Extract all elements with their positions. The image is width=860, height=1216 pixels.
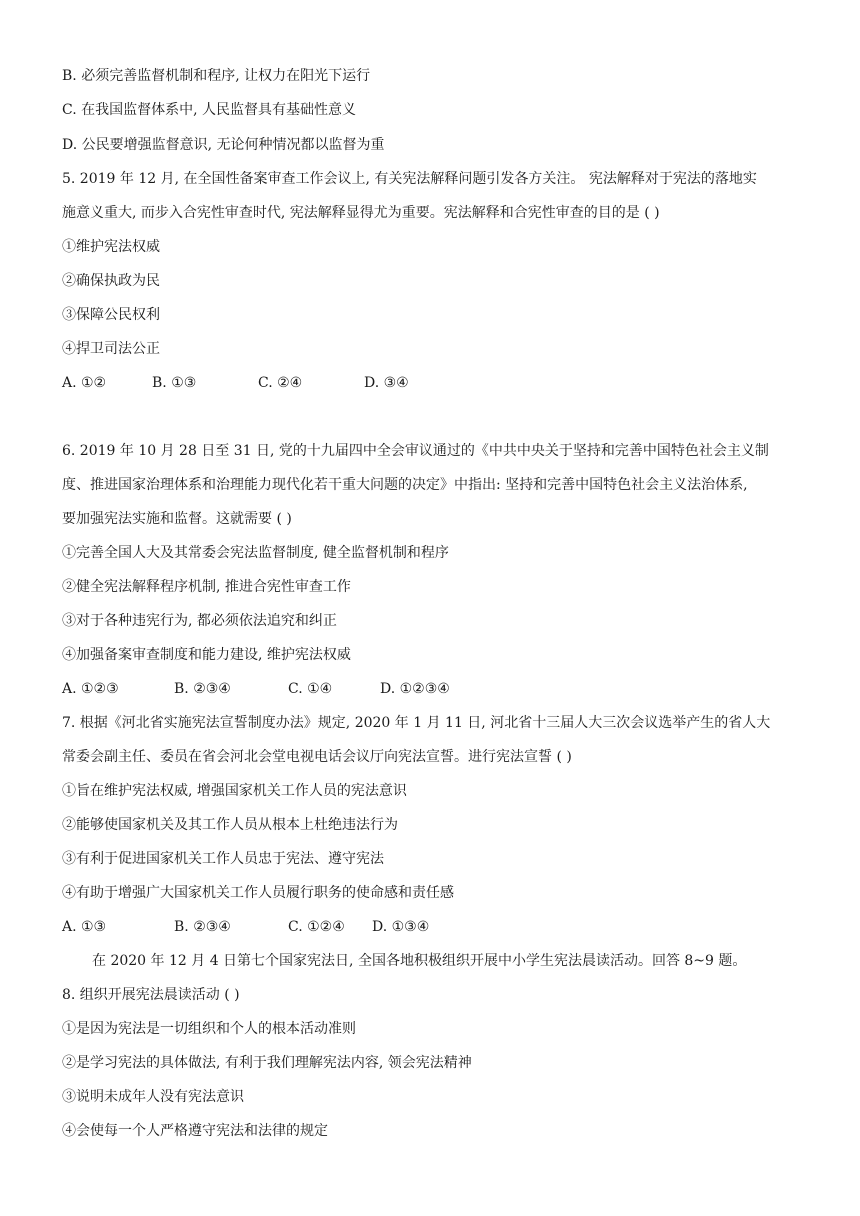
q7-item-3: ③有利于促进国家机关工作人员忠于宪法、遵守宪法	[62, 851, 384, 867]
q7-option-c: C. ①②④	[288, 919, 345, 935]
q5-option-b: B. ①③	[152, 375, 197, 391]
q7-item-4: ④有助于增强广大国家机关工作人员履行职务的使命感和责任感	[62, 885, 454, 901]
q7-stem-line1: 7. 根据《河北省实施宪法宣誓制度办法》规定, 2020 年 1 月 11 日, 河北省十三届人大三次会议选举产生的省人大	[62, 715, 771, 731]
q6-option-c: C. ①④	[288, 681, 333, 697]
q6-item-4: ④加强备案审查制度和能力建设, 维护宪法权威	[62, 647, 351, 663]
q5-item-4: ④捍卫司法公正	[62, 341, 160, 357]
q5-option-c: C. ②④	[258, 375, 303, 391]
q5-stem-line2: 施意义重大, 而步入合宪性审查时代, 宪法解释显得尤为重要。宪法解释和合宪性审查的目的是 ( )	[62, 205, 660, 221]
q5-item-2: ②确保执政为民	[62, 273, 160, 289]
q4-option-d: D. 公民要增强监督意识, 无论何种情况都以监督为重	[62, 137, 385, 153]
q6-stem-line1: 6. 2019 年 10 月 28 日至 31 日, 党的十九届四中全会审议通过的《中共中央关于坚持和完善中国特色社会主义制	[62, 443, 769, 459]
q7-item-1: ①旨在维护宪法权威, 增强国家机关工作人员的宪法意识	[62, 783, 407, 799]
q7-option-a: A. ①③	[62, 919, 107, 935]
q6-stem-line3: 要加强宪法实施和监督。这就需要 ( )	[62, 511, 292, 527]
q5-option-a: A. ①②	[62, 375, 107, 391]
q6-item-3: ③对于各种违宪行为, 都必须依法追究和纠正	[62, 613, 337, 629]
q8-item-2: ②是学习宪法的具体做法, 有利于我们理解宪法内容, 领会宪法精神	[62, 1055, 472, 1071]
q7-option-d: D. ①③④	[372, 919, 430, 935]
q8-item-1: ①是因为宪法是一切组织和个人的根本活动准则	[62, 1021, 356, 1037]
q4-option-c: C. 在我国监督体系中, 人民监督具有基础性意义	[62, 102, 357, 118]
q8-item-4: ④会使每一个人严格遵守宪法和法律的规定	[62, 1123, 328, 1139]
q6-item-1: ①完善全国人大及其常委会宪法监督制度, 健全监督机制和程序	[62, 545, 449, 561]
q6-option-d: D. ①②③④	[380, 681, 450, 697]
q5-option-d: D. ③④	[364, 375, 409, 391]
q6-item-2: ②健全宪法解释程序机制, 推进合宪性审查工作	[62, 579, 351, 595]
q6-option-b: B. ②③④	[174, 681, 231, 697]
q7-item-2: ②能够使国家机关及其工作人员从根本上杜绝违法行为	[62, 817, 398, 833]
q5-item-3: ③保障公民权利	[62, 307, 160, 323]
q7-stem-line2: 常委会副主任、委员在省会河北会堂电视电话会议厅向宪法宣誓。进行宪法宣誓 ( )	[62, 749, 572, 765]
q4-option-b: B. 必须完善监督机制和程序, 让权力在阳光下运行	[62, 68, 371, 84]
q5-stem-line1: 5. 2019 年 12 月, 在全国性备案审查工作会议上, 有关宪法解释问题引发各方关注。 宪法解释对于宪法的落地实	[62, 171, 757, 187]
q8-9-intro: 在 2020 年 12 月 4 日第七个国家宪法日, 全国各地积极组织开展中小学生宪法晨读活动。回答 8~9 题。	[92, 953, 747, 969]
q5-item-1: ①维护宪法权威	[62, 239, 160, 255]
q6-stem-line2: 度、推进国家治理体系和治理能力现代化若干重大问题的决定》中指出: 坚持和完善中国特色社会主义法治体系,	[62, 477, 748, 493]
q6-option-a: A. ①②③	[62, 681, 119, 697]
q8-item-3: ③说明未成年人没有宪法意识	[62, 1089, 244, 1105]
q7-option-b: B. ②③④	[174, 919, 231, 935]
q8-stem: 8. 组织开展宪法晨读活动 ( )	[62, 987, 240, 1003]
